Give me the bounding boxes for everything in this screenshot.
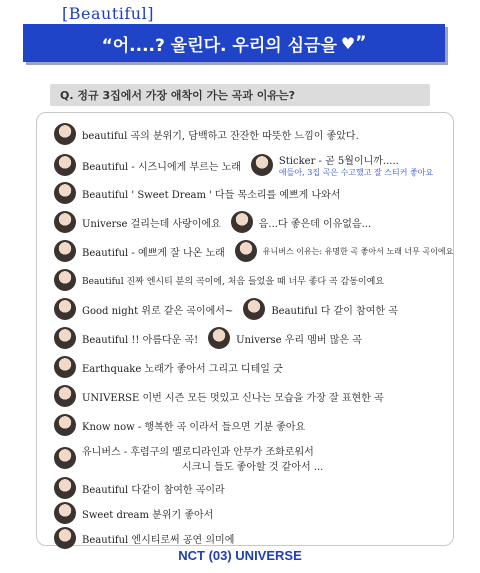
answer-note: 시크니 들도 좋아할 것 같아서 ... xyxy=(182,462,324,473)
answer-row-14 xyxy=(54,502,213,524)
answer-text-2: 유니버스 이유는: 유명한 곡 좋아서 노래 너무 곡이에요 xyxy=(262,246,454,256)
avatar xyxy=(54,211,76,233)
banner-close-quote: ” xyxy=(355,33,367,53)
answer-row-7 xyxy=(54,298,398,320)
question-text: Q. 정규 3집에서 가장 애착이 가는 곡과 이유는? xyxy=(60,89,296,102)
avatar xyxy=(54,240,76,262)
answer-text: Earthquake 노래가 좋아서 그리고 디테일 굿 xyxy=(82,363,283,375)
answer-row-9 xyxy=(54,356,283,378)
answer-text: Beautiful 다같이 참여한 곡이라 xyxy=(82,484,225,496)
answer-text: Universe 걸리는데 사랑이에요 xyxy=(82,218,221,230)
banner-text: “어....? 울린다. 우리의 심금을 xyxy=(101,35,337,56)
category-tag: [Beautiful] xyxy=(62,4,154,23)
answer-text: Sweet dream 분위기 좋아서 xyxy=(82,509,214,521)
title-banner xyxy=(23,24,445,62)
answer-text: Beautiful ' Sweet Dream ' 다들 목소리를 예쁘게 나와서 xyxy=(82,189,341,201)
avatar xyxy=(54,502,76,524)
answer-text: Know now - 행복한 곡 이라서 들으면 기분 좋아요 xyxy=(82,421,306,433)
answer-row-1 xyxy=(54,123,359,145)
avatar xyxy=(54,356,76,378)
avatar xyxy=(54,327,76,349)
question-box xyxy=(50,84,430,106)
answer-text-2: Beautiful 다 같이 참여한 곡 xyxy=(271,305,398,317)
avatar xyxy=(54,269,76,291)
answer-row-11 xyxy=(54,414,305,436)
avatar xyxy=(54,154,76,176)
avatar xyxy=(54,182,76,204)
answer-row-13 xyxy=(54,477,225,499)
avatar xyxy=(231,211,253,233)
answer-row-12 xyxy=(54,443,323,473)
answer-note: 애들아, 3집 곡은 수고했고 잘 스티커 좋아요 xyxy=(278,168,434,177)
answer-row-5 xyxy=(54,240,453,262)
answer-text: Good night 위로 같은 곡이에서~ xyxy=(82,305,234,317)
answer-text: Beautiful 엔시티로써 공연 의미에 xyxy=(82,534,235,546)
answer-row-6 xyxy=(54,269,384,291)
answer-row-3 xyxy=(54,182,341,204)
footer-logo: NCT (03) UNIVERSE xyxy=(178,548,302,563)
answer-text: UNIVERSE 이번 시즌 모든 멋있고 신나는 모습을 가장 잘 표현한 곡 xyxy=(82,392,384,404)
avatar xyxy=(54,447,76,469)
avatar xyxy=(235,240,257,262)
answer-row-4 xyxy=(54,211,371,233)
answer-text-2: Universe 우리 멤버 많은 곡 xyxy=(236,334,362,346)
avatar xyxy=(54,123,76,145)
avatar xyxy=(251,154,273,176)
answer-text: Beautiful - 시즈니에게 부르는 노래 xyxy=(82,161,241,173)
answer-text-2: 음...다 좋은데 이유없음... xyxy=(258,218,372,230)
answer-row-10 xyxy=(54,385,384,407)
avatar xyxy=(54,298,76,320)
avatar xyxy=(208,327,230,349)
avatar xyxy=(54,414,76,436)
heart-icon: ♥ xyxy=(340,33,356,53)
answer-text-2: Sticker - 곧 5월이니까..... xyxy=(278,156,399,167)
avatar xyxy=(54,477,76,499)
answer-text: Beautiful - 예쁘게 잘 나온 노래 xyxy=(82,247,225,259)
answer-row-15 xyxy=(54,527,234,549)
answer-text: 유니버스 - 후렴구의 멜로디라인과 안무가 조화로워서 xyxy=(82,447,314,458)
answer-text: beautiful 곡의 분위기, 담백하고 잔잔한 따뜻한 느낌이 좋았다. xyxy=(82,130,359,142)
answer-row-2 xyxy=(54,152,433,178)
answer-text: Beautiful !! 아름다운 곡! xyxy=(82,334,199,346)
answer-text: Beautiful 진짜 엔시티 분의 곡이에, 처음 들었을 때 너무 좋다 곡 감동이예요 xyxy=(82,276,384,287)
avatar xyxy=(54,527,76,549)
answer-row-8 xyxy=(54,327,362,349)
avatar xyxy=(243,298,265,320)
avatar xyxy=(54,385,76,407)
